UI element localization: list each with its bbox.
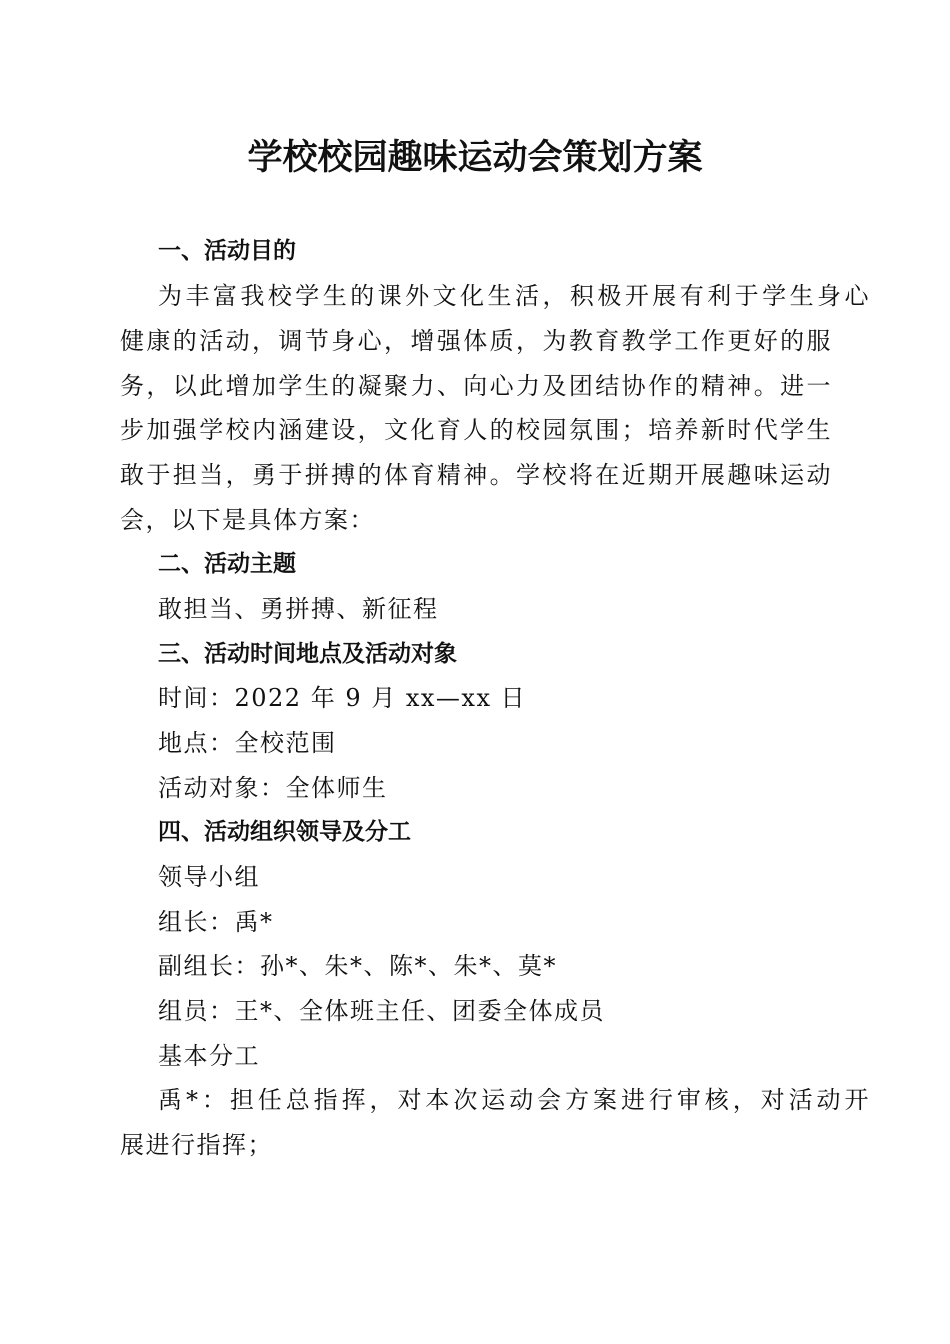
division-title: 基本分工	[158, 1042, 260, 1070]
duty-line: 禹*：担任总指挥，对本次运动会方案进行审核，对活动开	[158, 1086, 870, 1114]
section-heading-theme: 二、活动主题	[158, 551, 296, 577]
place-text: 地点：全校范围	[158, 729, 337, 757]
paragraph-line: 务，以此增加学生的凝聚力、向心力及团结协作的精神。进一	[120, 372, 832, 400]
deputy-text: 副组长：孙*、朱*、陈*、朱*、莫*	[158, 952, 557, 980]
leader-text: 组长：禹*	[158, 908, 274, 936]
section-heading-purpose: 一、活动目的	[158, 238, 296, 264]
document-title: 学校校园趣味运动会策划方案	[247, 137, 703, 178]
section-heading-time-place: 三、活动时间地点及活动对象	[158, 641, 457, 667]
duty-line: 展进行指挥；	[120, 1131, 273, 1159]
group-title: 领导小组	[158, 863, 260, 891]
theme-text: 敢担当、勇拼搏、新征程	[158, 595, 439, 623]
time-text: 时间：2022 年 9 月 xx—xx 日	[158, 684, 527, 712]
audience-text: 活动对象：全体师生	[158, 774, 388, 802]
paragraph-line: 为丰富我校学生的课外文化生活，积极开展有利于学生身心	[158, 282, 870, 310]
paragraph-line: 会，以下是具体方案：	[120, 506, 375, 534]
paragraph-line: 步加强学校内涵建设，文化育人的校园氛围；培养新时代学生	[120, 416, 832, 444]
paragraph-line: 健康的活动，调节身心，增强体质，为教育教学工作更好的服	[120, 327, 832, 355]
members-text: 组员：王*、全体班主任、团委全体成员	[158, 997, 605, 1025]
section-heading-organization: 四、活动组织领导及分工	[158, 819, 411, 845]
paragraph-line: 敢于担当，勇于拼搏的体育精神。学校将在近期开展趣味运动	[120, 461, 832, 489]
